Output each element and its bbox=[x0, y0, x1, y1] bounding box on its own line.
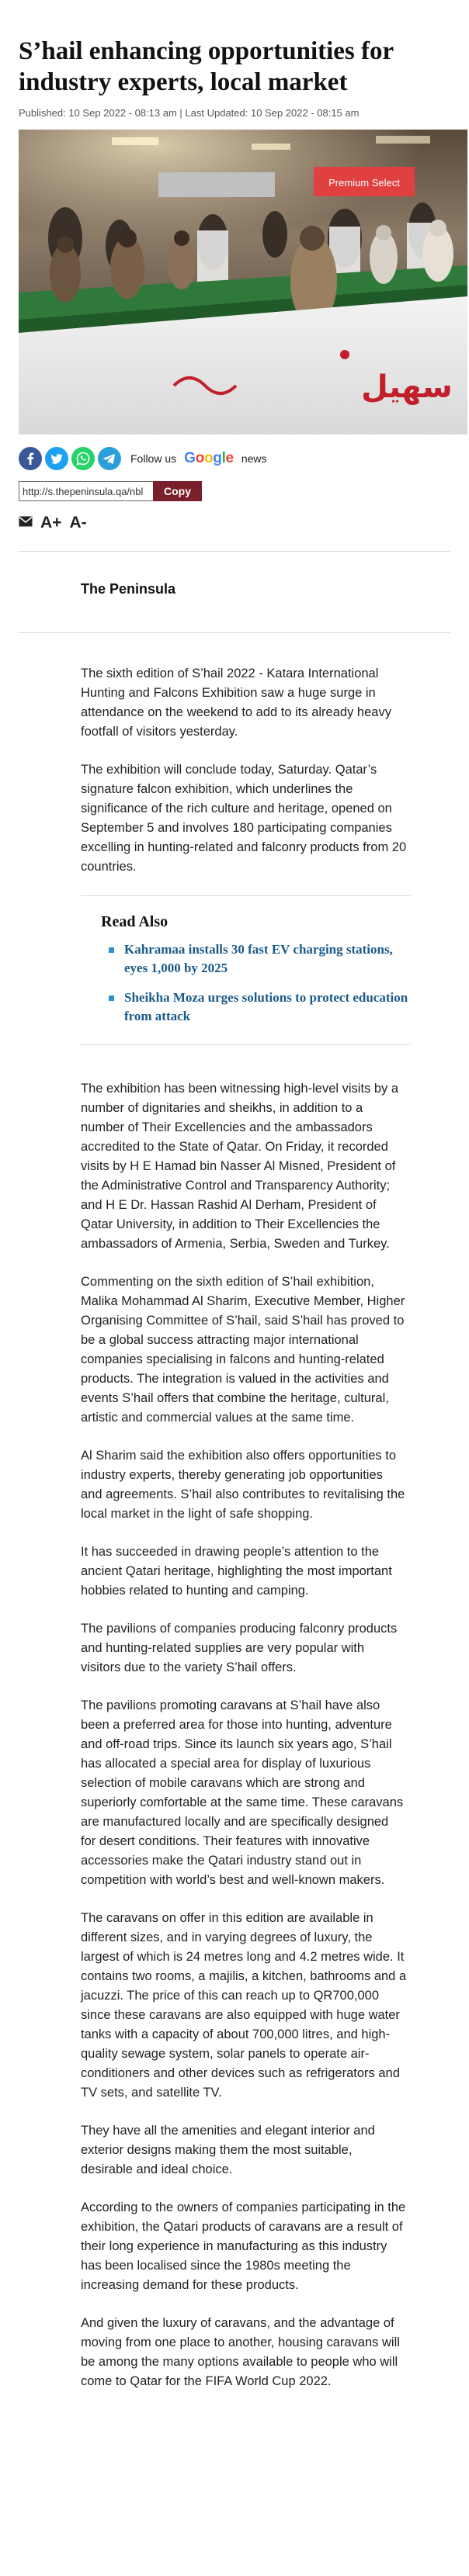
paragraph: Al Sharim said the exhibition also offers opportunities to industry experts, thereby generating job opportunities and agreements. S’hail also contributes to revitalising the local market in the light of safe shopping. bbox=[81, 1449, 405, 1521]
read-also-link[interactable]: Sheikha Moza urges solutions to protect education from attack bbox=[124, 989, 411, 1026]
facebook-icon bbox=[19, 447, 42, 470]
copy-link-button[interactable]: Copy bbox=[153, 481, 202, 501]
twitter-share-button[interactable] bbox=[45, 447, 68, 470]
divider bbox=[19, 551, 450, 552]
divider bbox=[81, 895, 411, 896]
banner-text: سهيل bbox=[361, 369, 453, 405]
telegram-share-button[interactable] bbox=[98, 447, 121, 470]
telegram-icon bbox=[98, 447, 121, 470]
divider bbox=[19, 632, 450, 633]
read-also-link[interactable]: Kahramaa installs 30 fast EV charging stations, eyes 1,000 by 2025 bbox=[124, 940, 411, 978]
paragraph: The exhibition will conclude today, Saturday. Qatar’s signature falcon exhibition, which underlines the significance of the rich culture and heritage, opened on September 5 and involves 180 participating companies excelling in hunting-related and falconry products from 20 countries. bbox=[81, 763, 407, 874]
paragraph: The pavilions of companies producing falconry products and hunting-related supplies are very popular with visitors due to the variety S’hail offers. bbox=[81, 1622, 398, 1674]
facebook-share-button[interactable] bbox=[19, 447, 42, 470]
whatsapp-share-button[interactable] bbox=[71, 447, 95, 470]
article-page bbox=[0, 36, 469, 2391]
twitter-icon bbox=[45, 447, 68, 470]
paragraph: It has succeeded in drawing people’s attention to the ancient Qatari heritage, highlighting the most important hobbies related to hunting and camping. bbox=[81, 1545, 392, 1598]
paragraph: The pavilions promoting caravans at S’hail have also been a preferred area for those into hunting, adventure and off-road trips. Since its launch six years ago, S’hail has allocated a special area for display of luxurious selection of mobile caravans which are strong and superiorly comfortable at the same time. These caravans are manufactured locally and are specifically designed for desert conditions. Their features with innovative accessories make the Qatari industry stand out in competition with world’s best and well-known makers. bbox=[81, 1698, 404, 1887]
hero-image bbox=[19, 130, 467, 435]
short-url-input[interactable] bbox=[19, 481, 153, 501]
follow-us-label: Follow us bbox=[130, 452, 177, 465]
mail-icon bbox=[19, 516, 33, 527]
publish-meta: Published: 10 Sep 2022 - 08:13 am | Last Updated: 10 Sep 2022 - 08:15 am bbox=[19, 107, 360, 119]
share-bar bbox=[19, 445, 450, 472]
stall-sign-text: Premium Select bbox=[328, 177, 400, 189]
font-increase-button[interactable]: A+ bbox=[40, 514, 62, 531]
paragraph: They have all the amenities and elegant interior and exterior designs making them the most suitable, desirable and ideal choice. bbox=[81, 2124, 375, 2176]
news-label: news bbox=[241, 452, 267, 465]
article-tools bbox=[19, 514, 450, 532]
paragraph: Commenting on the sixth edition of S’hail exhibition, Malika Mohammad Al Sharim, Executive Member, Higher Organising Committee of S’hail, said S’hail has proved to be a global success attracting major international companies specialising in falcons and hunting-related products. The integration is valued in the activities and events S’hail offers that combine the heritage, cultural, artistic and commercial values at the same time. bbox=[81, 1275, 405, 1425]
paragraph: The sixth edition of S’hail 2022 - Katara International Hunting and Falcons Exhibition saw a huge surge in attendance on the weekend to add to its already heavy footfall of visitors yesterday. bbox=[81, 667, 391, 739]
read-also-title: Read Also bbox=[101, 913, 168, 930]
paragraph: According to the owners of companies participating in the exhibition, the Qatari products of caravans are a result of their long experience in manufacturing as this industry has been localised since the 1980s meeting the increasing demand for these products. bbox=[81, 2200, 406, 2292]
whatsapp-icon bbox=[71, 447, 95, 470]
read-also-box bbox=[81, 895, 411, 1045]
paragraph: And given the luxury of caravans, and the advantage of moving from one place to another, housing caravans will be among the many options available to people who will come to Qatar for the FIFA World Cup 2022. bbox=[81, 2316, 400, 2388]
paragraph: The exhibition has been witnessing high-level visits by a number of dignitaries and sheikhs, in addition to a number of Their Excellencies and the ambassadors accredited to the State of Qatar. On Friday, it recorded visits by H E Hamad bin Nasser Al Misned, President of the Administrative Control and Transparency Authority; and H E Dr. Hassan Rashid Al Derham, President of Qatar University, in addition to Their Excellencies the ambassadors of Armenia, Serbia, Sweden and Turkey. bbox=[81, 1082, 399, 1251]
article-title: S’hail enhancing opportunities for industry experts, local market bbox=[19, 37, 394, 96]
article-source: The Peninsula bbox=[81, 581, 176, 597]
email-button[interactable] bbox=[19, 516, 40, 531]
font-decrease-button[interactable]: A- bbox=[69, 514, 87, 531]
short-link-row bbox=[19, 481, 450, 501]
google-news-logo[interactable]: Google bbox=[184, 450, 234, 466]
paragraph: The caravans on offer in this edition are available in different sizes, and in varying degrees of luxury, the largest of which is 24 metres long and 4.2 metres wide. It contains two rooms, a majilis, a kitchen, bathrooms and a jacuzzi. The price of this can reach up to QR700,000 since these caravans are also equipped with huge water tanks with a capacity of about 700,000 litres, and high-quality sewage system, solar panels to operate air-conditioners and other devices such as refrigerators and TV sets, and satellite TV. bbox=[81, 1911, 407, 2100]
divider bbox=[81, 1044, 411, 1045]
read-also-list bbox=[124, 940, 411, 1026]
article-body bbox=[81, 664, 407, 2391]
